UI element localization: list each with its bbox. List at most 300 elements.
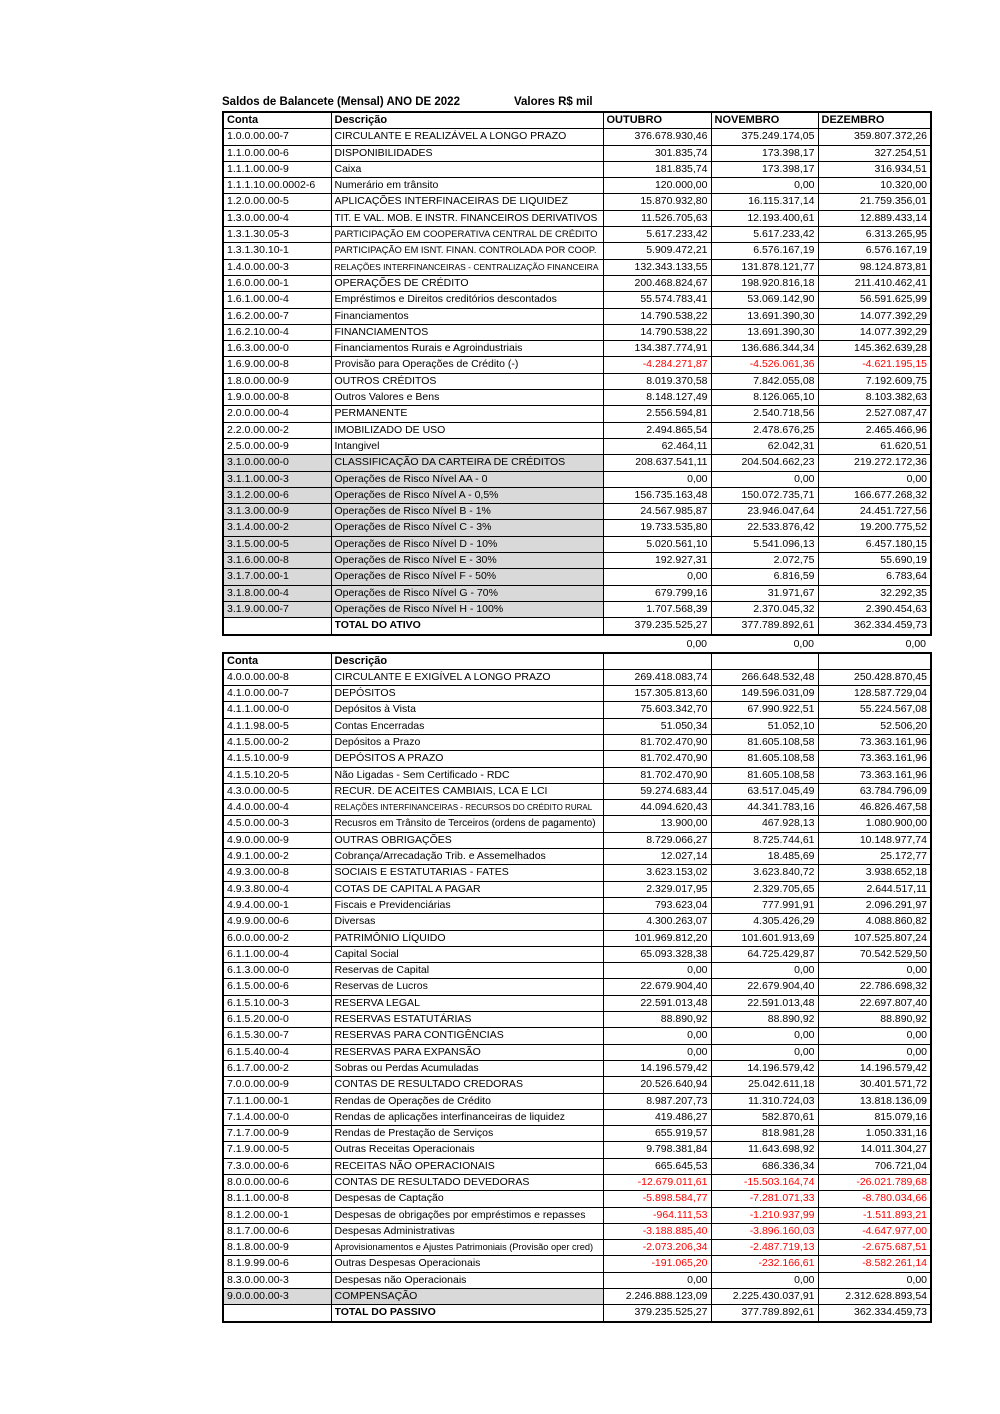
descricao-cell — [331, 897, 603, 913]
cell-text: Fiscais e Previdenciárias — [334, 898, 451, 911]
value-cell-dezembro — [818, 1305, 931, 1322]
cell-text: 13.900,00 — [660, 817, 708, 830]
value-cell-novembro — [711, 1256, 818, 1272]
table-row — [223, 129, 931, 145]
value-cell-novembro — [711, 1028, 818, 1044]
descricao-cell — [331, 1272, 603, 1288]
cell-text: Operações de Risco Nível F - 50% — [334, 570, 497, 583]
value-cell-outubro — [603, 161, 711, 177]
table-row — [223, 751, 931, 767]
value-cell-novembro — [711, 601, 818, 617]
value-cell-dezembro — [818, 1126, 931, 1142]
cell-text: 5.909.472,21 — [646, 244, 708, 257]
descricao-cell — [331, 585, 603, 601]
cell-text: 4.9.9.00.00-6 — [227, 915, 289, 928]
table-row — [223, 1158, 931, 1174]
table-row — [223, 800, 931, 816]
value-cell-outubro — [603, 1240, 711, 1256]
value-cell-novembro — [711, 487, 818, 503]
month-header-novembro — [711, 112, 818, 129]
cell-text: -1.511.893,21 — [862, 1208, 927, 1221]
value-cell-dezembro — [818, 897, 931, 913]
cell-text: Despesas de obrigações por empréstimos e repasses — [334, 1208, 586, 1221]
descricao-cell — [331, 963, 603, 979]
conta-cell — [223, 1223, 331, 1239]
cell-text: -232.166,61 — [758, 1257, 815, 1270]
cell-text: 359.807.372,26 — [854, 130, 927, 143]
value-cell-novembro — [711, 161, 818, 177]
conta-cell — [223, 243, 331, 259]
value-cell-dezembro — [818, 243, 931, 259]
descricao-cell — [331, 471, 603, 487]
cell-text: 51.050,34 — [660, 719, 708, 732]
cell-text: 101.969.812,20 — [634, 931, 708, 944]
cell-text: -7.281.071,33 — [749, 1192, 815, 1205]
value-cell-dezembro — [818, 816, 931, 832]
conta-cell — [223, 1289, 331, 1305]
cell-text: 362.334.459,73 — [854, 1306, 927, 1319]
cell-text: 686.336,34 — [761, 1159, 815, 1172]
value-cell-novembro — [711, 275, 818, 291]
cell-text: 128.587.729,04 — [854, 687, 927, 700]
conta-cell — [223, 618, 331, 635]
cell-text: Reservas de Lucros — [334, 980, 428, 993]
table-row — [223, 275, 931, 291]
conta-cell — [223, 914, 331, 930]
cell-text: 88.890,92 — [880, 1013, 927, 1026]
value-cell-dezembro — [818, 702, 931, 718]
value-cell-outubro — [603, 1289, 711, 1305]
value-cell-outubro — [603, 194, 711, 210]
cell-text: DEZEMBRO — [821, 114, 885, 126]
conta-cell — [223, 686, 331, 702]
cell-text: -15.503.164,74 — [743, 1176, 815, 1188]
value-cell-outubro — [603, 243, 711, 259]
cell-text: 2.072,75 — [773, 554, 815, 567]
cell-text: 9.0.0.00.00-3 — [227, 1290, 289, 1303]
cell-text: 375.249.174,05 — [741, 130, 815, 143]
cell-text: 19.200.775,52 — [859, 521, 927, 534]
table-row — [223, 1256, 931, 1272]
interstitial-zero-row — [222, 636, 930, 652]
cell-text: Depósitos à Vista — [334, 703, 417, 716]
cell-text: 3.1.6.00.00-8 — [227, 554, 289, 567]
month-header-dezembro — [818, 112, 931, 129]
cell-text: TOTAL DO PASSIVO — [334, 1306, 436, 1319]
value-cell-novembro — [711, 897, 818, 913]
table-row — [223, 536, 931, 552]
cell-text: 4.1.1.98.00-5 — [227, 719, 289, 732]
table-row — [223, 324, 931, 340]
cell-text: 131.878.121,77 — [741, 260, 815, 273]
interstitial-value-novembro: 0,00 — [793, 637, 814, 650]
cell-text: Depósitos a Prazo — [334, 735, 421, 748]
table-row — [223, 178, 931, 194]
descricao-cell — [331, 1077, 603, 1093]
value-cell-novembro — [711, 702, 818, 718]
value-cell-dezembro — [818, 178, 931, 194]
cell-text: 132.343.133,55 — [634, 260, 708, 273]
value-cell-novembro — [711, 1077, 818, 1093]
cell-text: 14.077.392,29 — [859, 325, 927, 338]
value-cell-dezembro — [818, 227, 931, 243]
cell-text: 1.3.0.00.00-4 — [227, 211, 289, 224]
cell-text: Financiamentos — [334, 309, 409, 322]
cell-text: 1.707.568,39 — [646, 602, 708, 615]
descricao-cell — [331, 553, 603, 569]
cell-text: 6.1.5.20.00-0 — [227, 1013, 289, 1026]
table-row — [223, 438, 931, 454]
cell-text: 98.124.873,81 — [859, 260, 927, 273]
conta-cell — [223, 1158, 331, 1174]
cell-text: 1.1.1.10.00.0002-6 — [227, 179, 316, 192]
cell-text: 0,00 — [906, 1273, 927, 1286]
cell-text: TOTAL DO ATIVO — [334, 619, 421, 632]
descricao-cell — [331, 422, 603, 438]
value-cell-dezembro — [818, 259, 931, 275]
value-cell-novembro — [711, 1142, 818, 1158]
cell-text: -4.621.195,15 — [862, 358, 927, 371]
cell-text: 200.468.824,67 — [634, 276, 708, 289]
value-cell-outubro — [603, 1109, 711, 1125]
descricao-cell — [331, 145, 603, 161]
descricao-cell — [331, 161, 603, 177]
passivo-table — [222, 652, 932, 1323]
value-cell-outubro — [603, 1028, 711, 1044]
value-cell-dezembro — [818, 1060, 931, 1076]
cell-text: 1.6.2.00.00-7 — [227, 309, 289, 322]
cell-text: Operações de Risco Nível A - 0,5% — [334, 488, 499, 501]
descricao-cell — [331, 686, 603, 702]
cell-text: PERMANENTE — [334, 407, 408, 420]
cell-text: 14.077.392,29 — [859, 309, 927, 322]
cell-text: 6.457.180,15 — [865, 537, 927, 550]
value-cell-novembro — [711, 308, 818, 324]
value-cell-novembro — [711, 406, 818, 422]
descricao-cell — [331, 275, 603, 291]
conta-cell — [223, 487, 331, 503]
table-row — [223, 718, 931, 734]
cell-text: 250.428.870,45 — [854, 670, 927, 683]
balance-sheet-page — [222, 96, 930, 1323]
table-row — [223, 357, 931, 373]
cell-text: COMPENSAÇÃO — [334, 1290, 418, 1303]
descricao-cell — [331, 914, 603, 930]
descricao-cell — [331, 455, 603, 471]
cell-text: 11.643.698,92 — [748, 1143, 815, 1156]
cell-text: 655.919,57 — [654, 1127, 708, 1140]
value-cell-dezembro — [818, 161, 931, 177]
value-cell-dezembro — [818, 946, 931, 962]
cell-text: 3.1.9.00.00-7 — [227, 602, 289, 615]
cell-text: -2.675.687,51 — [862, 1241, 927, 1254]
cell-text: 81.605.108,58 — [747, 735, 815, 748]
cell-text: APLICAÇÕES INTERFINACEIRAS DE LIQUIDEZ — [334, 195, 568, 208]
value-cell-novembro — [711, 292, 818, 308]
cell-text: 2.478.676,25 — [753, 423, 815, 436]
cell-text: 8.019.370,58 — [646, 374, 708, 387]
value-cell-dezembro — [818, 487, 931, 503]
cell-text: RELAÇÕES INTERFINANCEIRAS - RECURSOS DO CRÉDITO RURAL — [334, 803, 593, 813]
cell-text: 0,00 — [794, 964, 815, 977]
cell-text: Descrição — [334, 654, 388, 667]
value-cell-dezembro — [818, 1256, 931, 1272]
value-cell-dezembro — [818, 881, 931, 897]
cell-text: 6.1.7.00.00-2 — [227, 1061, 289, 1074]
cell-text: 8.1.2.00.00-1 — [227, 1208, 289, 1221]
cell-text: 13.691.390,30 — [747, 309, 815, 322]
conta-cell — [223, 357, 331, 373]
descricao-cell — [331, 618, 603, 635]
value-cell-novembro — [711, 930, 818, 946]
cell-text: 12.889.433,14 — [859, 211, 927, 224]
cell-text: -4.647.977,00 — [862, 1224, 927, 1237]
cell-text: COTAS DE CAPITAL A PAGAR — [334, 882, 481, 895]
value-cell-outubro — [603, 259, 711, 275]
cell-text: 0,00 — [794, 1045, 815, 1058]
value-cell-dezembro — [818, 504, 931, 520]
cell-text: Conta — [227, 114, 259, 126]
value-cell-dezembro — [818, 1223, 931, 1239]
value-cell-outubro — [603, 1272, 711, 1288]
value-cell-outubro — [603, 357, 711, 373]
cell-text: 2.527.087,47 — [865, 407, 927, 420]
cell-text: 44.094.620,43 — [640, 801, 708, 814]
cell-text: -191.065,20 — [651, 1257, 708, 1270]
value-cell-dezembro — [818, 979, 931, 995]
value-cell-outubro — [603, 308, 711, 324]
value-cell-dezembro — [818, 751, 931, 767]
cell-text: Sobras ou Perdas Acumuladas — [334, 1061, 479, 1074]
cell-text: Operações de Risco Nível H - 100% — [334, 602, 504, 615]
conta-cell — [223, 324, 331, 340]
cell-text: 11.526.705,63 — [641, 211, 708, 224]
conta-cell — [223, 259, 331, 275]
cell-text: 0,00 — [794, 1273, 815, 1286]
cell-text: 1.3.1.30.10-1 — [227, 244, 289, 257]
value-cell-novembro — [711, 995, 818, 1011]
cell-text: 1.3.1.30.05-3 — [227, 228, 289, 241]
table-row — [223, 979, 931, 995]
value-cell-outubro — [603, 438, 711, 454]
table-row — [223, 585, 931, 601]
value-cell-novembro — [711, 178, 818, 194]
descricao-cell — [331, 800, 603, 816]
cell-text: 582.870,61 — [761, 1110, 815, 1123]
value-cell-novembro — [711, 718, 818, 734]
cell-text: 818.981,28 — [761, 1127, 815, 1140]
value-cell-dezembro — [818, 800, 931, 816]
value-cell-outubro — [603, 1142, 711, 1158]
conta-cell — [223, 1305, 331, 1322]
cell-text: 376.678.930,46 — [634, 130, 708, 143]
cell-text: -4.526.061,36 — [749, 358, 815, 371]
table-row — [223, 767, 931, 783]
month-header-novembro — [711, 653, 818, 670]
conta-cell — [223, 390, 331, 406]
value-cell-novembro — [711, 357, 818, 373]
cell-text: 1.6.1.00.00-4 — [227, 293, 289, 306]
cell-text: 7.0.0.00.00-9 — [227, 1078, 289, 1091]
descricao-cell — [331, 1028, 603, 1044]
cell-text: SOCIAIS E ESTATUTARIAS - FATES — [334, 866, 509, 879]
cell-text: 208.637.541,11 — [635, 456, 708, 469]
cell-text: -5.898.584,77 — [642, 1192, 708, 1205]
table-row — [223, 145, 931, 161]
cell-text: 75.603.342,70 — [640, 703, 708, 716]
cell-text: 70.542.529,50 — [859, 947, 927, 960]
cell-text: Rendas de Operações de Crédito — [334, 1094, 491, 1107]
cell-text: 777.991,91 — [761, 898, 815, 911]
value-cell-outubro — [603, 569, 711, 585]
cell-text: 11.310.724,03 — [748, 1094, 815, 1107]
value-cell-dezembro — [818, 210, 931, 226]
cell-text: 23.946.047,64 — [747, 505, 815, 518]
cell-text: 3.1.2.00.00-6 — [227, 488, 289, 501]
cell-text: Caixa — [334, 162, 362, 175]
table-row — [223, 194, 931, 210]
cell-text: 53.069.142,90 — [747, 293, 815, 306]
conta-cell — [223, 1272, 331, 1288]
cell-text: Não Ligadas - Sem Certificado - RDC — [334, 768, 510, 781]
interstitial-value-dezembro: 0,00 — [905, 637, 926, 650]
cell-text: OUTUBRO — [606, 114, 663, 126]
conta-cell — [223, 585, 331, 601]
value-cell-novembro — [711, 1044, 818, 1060]
value-cell-dezembro — [818, 373, 931, 389]
table-row — [223, 1142, 931, 1158]
value-cell-outubro — [603, 178, 711, 194]
table-row — [223, 914, 931, 930]
cell-text: FINANCIAMENTOS — [334, 325, 429, 338]
table-row — [223, 341, 931, 357]
cell-text: 22.533.876,42 — [747, 521, 815, 534]
cell-text: 10.148.977,74 — [859, 833, 927, 846]
descricao-cell — [331, 702, 603, 718]
table-row — [223, 1207, 931, 1223]
value-cell-outubro — [603, 1207, 711, 1223]
cell-text: 5.020.561,10 — [646, 537, 708, 550]
descricao-cell — [331, 1305, 603, 1322]
conta-cell — [223, 194, 331, 210]
value-cell-outubro — [603, 800, 711, 816]
descricao-cell — [331, 767, 603, 783]
cell-text: 815.079,16 — [874, 1110, 927, 1123]
cell-text: CIRCULANTE E REALIZÁVEL A LONGO PRAZO — [334, 130, 567, 143]
conta-cell — [223, 718, 331, 734]
value-cell-outubro — [603, 504, 711, 520]
value-cell-outubro — [603, 618, 711, 635]
value-cell-outubro — [603, 275, 711, 291]
table-row — [223, 1289, 931, 1305]
table-row — [223, 390, 931, 406]
cell-text: 2.329.017,95 — [646, 882, 708, 895]
table-row — [223, 373, 931, 389]
cell-text: 379.235.525,27 — [634, 1306, 708, 1319]
cell-text: Financiamentos Rurais e Agroindustriais — [334, 342, 523, 355]
cell-text: 1.2.0.00.00-5 — [227, 195, 289, 208]
value-cell-dezembro — [818, 145, 931, 161]
report-title — [222, 96, 930, 108]
cell-text: PARTICIPAÇÃO EM ISNT. FINAN. CONTROLADA POR COOP. — [334, 245, 597, 256]
cell-text: 81.605.108,58 — [747, 752, 815, 765]
cell-text: 1.6.2.10.00-4 — [227, 325, 289, 338]
cell-text: 269.418.083,74 — [634, 670, 708, 683]
descricao-cell — [331, 357, 603, 373]
conta-cell — [223, 1109, 331, 1125]
conta-cell — [223, 849, 331, 865]
value-cell-novembro — [711, 783, 818, 799]
conta-cell — [223, 308, 331, 324]
descricao-cell — [331, 536, 603, 552]
cell-text: 2.225.430.037,91 — [732, 1290, 815, 1303]
cell-text: 3.1.1.00.00-3 — [227, 472, 289, 485]
cell-text: 7.1.4.00.00-0 — [227, 1110, 289, 1123]
cell-text: 59.274.683,44 — [640, 784, 708, 797]
value-cell-dezembro — [818, 438, 931, 454]
cell-text: 5.617.233,42 — [753, 228, 815, 241]
conta-cell — [223, 800, 331, 816]
cell-text: CIRCULANTE E EXIGÍVEL A LONGO PRAZO — [334, 670, 551, 683]
cell-text: RESERVA LEGAL — [334, 996, 420, 1009]
descricao-cell — [331, 865, 603, 881]
value-cell-novembro — [711, 1093, 818, 1109]
cell-text: -3.896.160,03 — [749, 1224, 815, 1237]
value-cell-outubro — [603, 832, 711, 848]
cell-text: 55.690,19 — [880, 554, 927, 567]
value-cell-outubro — [603, 341, 711, 357]
value-cell-dezembro — [818, 536, 931, 552]
cell-text: 1.4.0.00.00-3 — [227, 260, 289, 273]
cell-text: 101.601.913,69 — [741, 931, 815, 944]
cell-text: 8.126.065,10 — [753, 391, 815, 404]
cell-text: 8.725.744,61 — [753, 833, 815, 846]
value-cell-outubro — [603, 897, 711, 913]
cell-text: 8.3.0.00.00-3 — [227, 1273, 289, 1286]
descricao-cell — [331, 292, 603, 308]
descricao-cell — [331, 1044, 603, 1060]
cell-text: 12.193.400,61 — [747, 211, 815, 224]
cell-text: Operações de Risco Nível AA - 0 — [334, 472, 488, 485]
cell-text: 120.000,00 — [654, 179, 708, 192]
cell-text: 1.6.0.00.00-1 — [227, 276, 289, 289]
descricao-cell — [331, 1223, 603, 1239]
value-cell-dezembro — [818, 1044, 931, 1060]
value-cell-outubro — [603, 930, 711, 946]
table-row — [223, 881, 931, 897]
cell-text: 3.1.0.00.00-0 — [227, 456, 289, 469]
value-cell-novembro — [711, 1191, 818, 1207]
value-cell-dezembro — [818, 767, 931, 783]
value-cell-outubro — [603, 1093, 711, 1109]
table-row — [223, 308, 931, 324]
value-cell-dezembro — [818, 1272, 931, 1288]
value-cell-dezembro — [818, 1077, 931, 1093]
cell-text: 2.0.0.00.00-4 — [227, 407, 289, 420]
cell-text: 14.011.304,27 — [860, 1143, 927, 1156]
cell-text: Operações de Risco Nível D - 10% — [334, 537, 498, 550]
cell-text: 181.835,74 — [654, 162, 708, 175]
value-cell-novembro — [711, 259, 818, 275]
cell-text: 63.784.796,09 — [859, 784, 927, 797]
table-row — [223, 1077, 931, 1093]
table-row — [223, 946, 931, 962]
conta-cell — [223, 161, 331, 177]
cell-text: OPERAÇÕES DE CRÉDITO — [334, 276, 469, 289]
cell-text: 22.679.904,40 — [640, 980, 708, 993]
cell-text: 6.313.265,95 — [865, 228, 927, 241]
descricao-cell — [331, 946, 603, 962]
